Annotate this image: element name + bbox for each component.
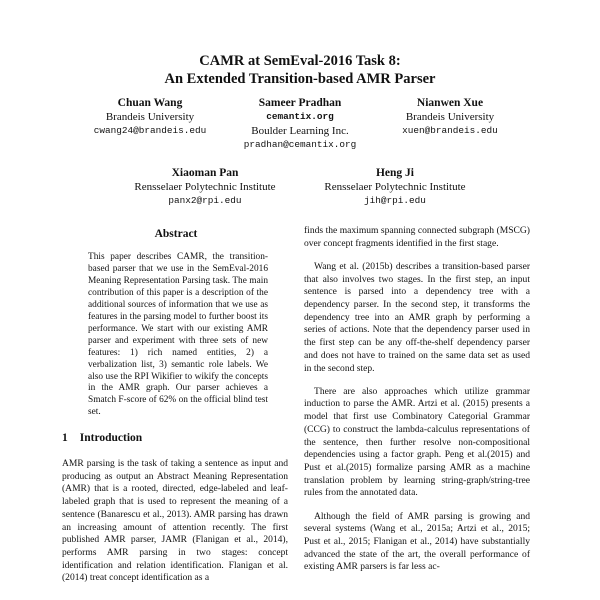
- abstract-heading: Abstract: [154, 228, 198, 240]
- author-block-3: [370, 96, 530, 138]
- section-title: Introduction: [79, 432, 143, 444]
- title-line-2: An Extended Transition-based AMR Parser: [164, 71, 436, 87]
- author-affiliation: Brandeis University: [405, 111, 495, 123]
- paragraph: finds the maximum spanning connected subgraph (MSCG) over concept fragments identified in the first stage.: [304, 225, 530, 249]
- paper-title: [0, 52, 600, 88]
- author-email: pradhan@cemantix.org: [243, 139, 357, 150]
- author-email: cwang24@brandeis.edu: [93, 125, 207, 136]
- author-affiliation: Brandeis University: [105, 111, 195, 123]
- author-name: Chuan Wang: [117, 97, 183, 109]
- author-affiliation-site: cemantix.org: [266, 111, 334, 122]
- section-heading: [62, 432, 154, 444]
- left-column: [62, 458, 288, 585]
- author-email: jih@rpi.edu: [364, 195, 426, 206]
- paragraph: Although the field of AMR parsing is growing and several systems (Wang et al., 2015a; Artzi et al., 2015; Pust et al., 2015; Flanigan et al., 2014) have substantially advanced the state of the art, the overall performance of existing AMR parsers is far less ac-: [304, 510, 530, 573]
- paragraph: AMR parsing is the task of taking a sentence as input and producing as output an Abstract Meaning Representation (AMR) that is a rooted, directed, edge-labeled and leaf-labeled graph that is used to represent the meaning of a sentence (Banarescu et al., 2013). AMR parsing has drawn an increasing amount of attention recently. The first published AMR parser, JAMR (Flanigan et al., 2014), performs AMR parsing in two stages: concept identification and relation identification. Flanigan et al. (2014) treat concept identification as a: [62, 458, 288, 584]
- author-name: Nianwen Xue: [416, 97, 484, 109]
- author-name: Xiaoman Pan: [171, 167, 239, 179]
- author-block-5: [300, 166, 490, 208]
- abstract-body: This paper describes CAMR, the transition-based parser that we use in the SemEval-2016 Meaning Representation Parsing task. The main contribution of this paper is a description of the additional sources of information that we use as features in the parsing model to further boost its performance. We start with our existing AMR parser and experiment with three sets of new features: 1) rich named entities, 2) a verbalization list, 3) semantic role labels. We also use the RPI Wikifier to wikify the concepts in the AMR graph. Our parser achieves a Smatch F-score of 62% on the official blind test set.: [88, 252, 268, 418]
- author-email: xuen@brandeis.edu: [402, 125, 498, 136]
- author-affiliation: Rensselaer Polytechnic Institute: [324, 181, 466, 193]
- author-name: Sameer Pradhan: [258, 97, 342, 109]
- section-number: 1: [62, 432, 68, 444]
- right-column: [304, 225, 530, 574]
- author-affiliation: Rensselaer Polytechnic Institute: [134, 181, 276, 193]
- author-affiliation: Boulder Learning Inc.: [251, 125, 349, 137]
- paragraph: Wang et al. (2015b) describes a transition-based parser that also involves two stages. In the first step, an input sentence is parsed into a dependency tree with a dependency parser. In the second step, it transforms the dependency tree into an AMR graph by performing a series of actions. Note that the dependency parser used in the first step can be any off-the-shelf dependency parser and does not have to trained on the same data set as used in the second step.: [304, 260, 530, 374]
- author-email: panx2@rpi.edu: [168, 195, 242, 206]
- author-block-4: [110, 166, 300, 208]
- author-block-2: [220, 96, 380, 152]
- paragraph: There are also approaches which utilize grammar induction to parse the AMR. Artzi et al. (2015) presents a model that first use Combinatory Categorial Grammar (CCG) to construct the lambda-calculus representations of the sentence, then further resolve non-compositional dependencies using a factor graph. Peng et al.(2015) and Pust et al.(2015) formalize parsing AMR as a machine translation problem by learning string-graph/string-tree rules from the annotated data.: [304, 385, 530, 499]
- author-name: Heng Ji: [375, 167, 414, 179]
- author-block-1: [70, 96, 230, 138]
- title-line-1: CAMR at SemEval-2016 Task 8:: [199, 53, 401, 69]
